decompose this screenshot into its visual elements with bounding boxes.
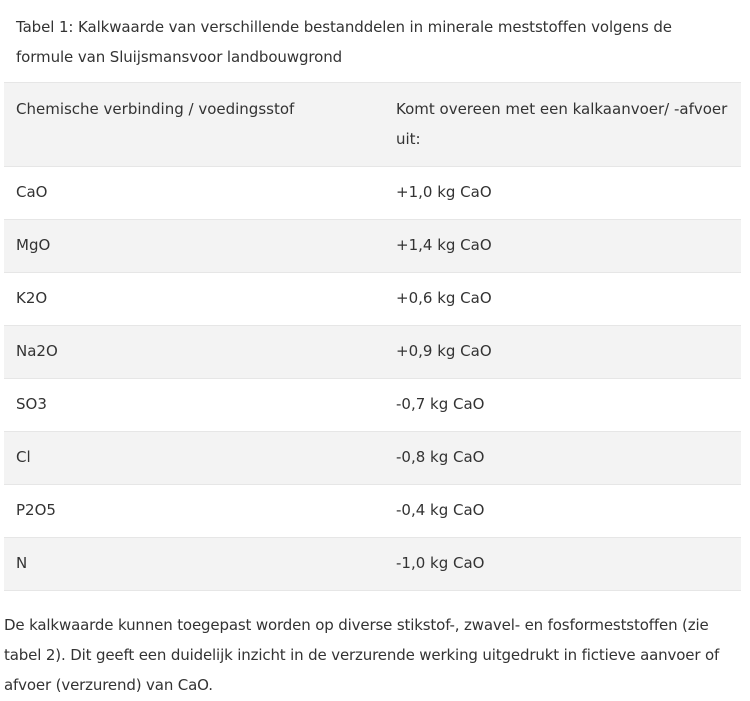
explanation-paragraph: De kalkwaarde kunnen toegepast worden op diverse stikstof-, zwavel- en fosformeststoffen (zie tabel 2). Dit geeft een duidelijk inzicht in de verzurende werking uitgedrukt in fictieve aanvoer of afvoer (verzurend) van CaO.: [4, 616, 720, 694]
table-row: [4, 166, 741, 219]
cell-compound: SO3: [4, 378, 384, 431]
cell-lime-value: -0,4 kg CaO: [384, 484, 741, 537]
table-row: [4, 378, 741, 431]
table-caption: Tabel 1: Kalkwaarde van verschillende bestanddelen in minerale meststoffen volgens de formule van Sluijsmansvoor landbouwgrond: [4, 0, 741, 83]
cell-lime-value: +1,4 kg CaO: [384, 219, 741, 272]
cell-compound: P2O5: [4, 484, 384, 537]
cell-compound: CaO: [4, 166, 384, 219]
table-header-row: [4, 83, 741, 166]
cell-lime-value: +0,6 kg CaO: [384, 272, 741, 325]
cell-lime-value: -0,7 kg CaO: [384, 378, 741, 431]
cell-compound: N: [4, 537, 384, 590]
cell-compound: K2O: [4, 272, 384, 325]
cell-compound: Cl: [4, 431, 384, 484]
cell-compound: MgO: [4, 219, 384, 272]
table-row: [4, 431, 741, 484]
lime-value-table: [4, 0, 741, 591]
cell-compound: Na2O: [4, 325, 384, 378]
table-row: [4, 272, 741, 325]
table-row: [4, 219, 741, 272]
cell-lime-value: -0,8 kg CaO: [384, 431, 741, 484]
table-row: [4, 325, 741, 378]
cell-lime-value: +1,0 kg CaO: [384, 166, 741, 219]
cell-lime-value: -1,0 kg CaO: [384, 537, 741, 590]
cell-lime-value: +0,9 kg CaO: [384, 325, 741, 378]
header-lime-equivalent: Komt overeen met een kalkaanvoer/ -afvoer uit:: [384, 83, 741, 166]
table-row: [4, 484, 741, 537]
header-compound: Chemische verbinding / voedingsstof: [4, 83, 384, 166]
data-table: [4, 83, 741, 591]
table-row: [4, 537, 741, 590]
